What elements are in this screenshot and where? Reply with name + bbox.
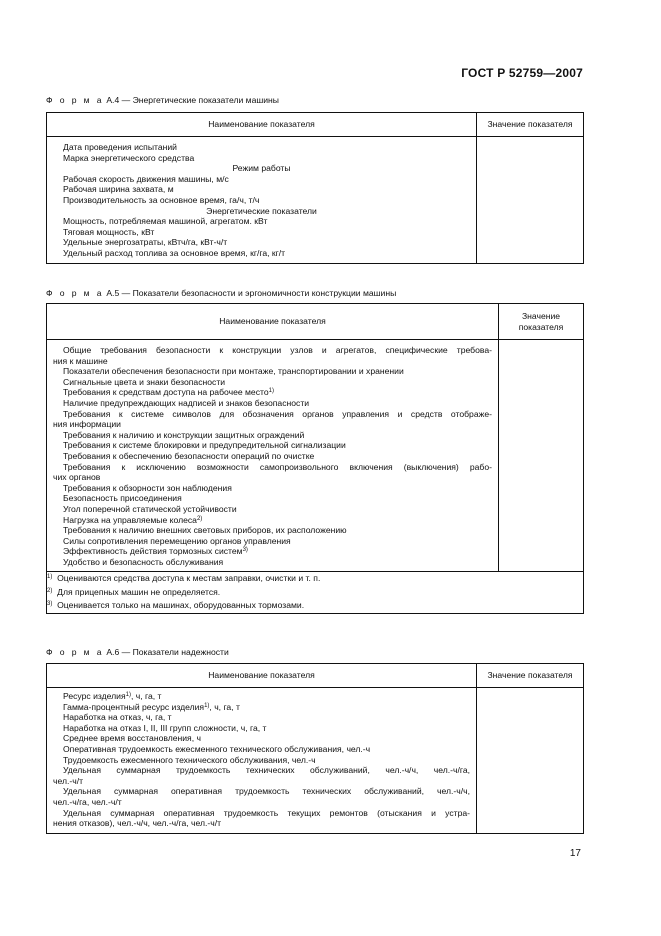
indicator-line: Требования к наличию внешних световых приборов, их расположению xyxy=(63,525,347,536)
form-a4-caption: А.4 — Энергетические показатели машины xyxy=(106,95,279,105)
footnote-ref: 2) xyxy=(196,515,203,522)
indicator-line: Показатели обеспечения безопасности при монтаже, транспортировании и хранении xyxy=(63,366,404,377)
indicator-line: ния информации xyxy=(53,419,121,430)
indicator-line xyxy=(53,546,492,557)
indicator-line: Требования к системе символов для обозначения органов управления и средств отображе- xyxy=(63,408,492,419)
footnote-ref: 3) xyxy=(242,547,248,554)
footnote-text: Оцениваются средства доступа к местам заправки, очистки и т. п. xyxy=(57,573,321,584)
indicator-units: , ч, га, т xyxy=(209,701,240,712)
indicator-line xyxy=(53,515,492,526)
form-a5-label: Ф о р м а xyxy=(46,288,104,298)
form-a6-table xyxy=(46,663,584,834)
table-body-row xyxy=(47,137,584,264)
indicator-line: ния к машине xyxy=(53,355,108,366)
table-header-row xyxy=(47,304,584,340)
column-header-name: Наименование показателя xyxy=(47,304,499,340)
indicator-line: Безопасность присоединения xyxy=(63,493,182,504)
indicator-list xyxy=(47,137,477,264)
indicator-line: Требования к системе блокировки и предупредительной сигнализации xyxy=(63,440,346,451)
indicator-line: Удельный расход топлива за основное время, кг/га, кг/т xyxy=(63,247,286,258)
indicator-line: Наработка на отказ, ч, га, т xyxy=(63,712,172,723)
indicator-line: Удельные энергозатраты, кВтч/га, кВт-ч/т xyxy=(63,237,228,248)
form-a6-label: Ф о р м а xyxy=(46,647,104,657)
column-header-name: Наименование показателя xyxy=(47,664,477,688)
footnote-mark: 2) xyxy=(47,587,53,594)
indicator-line: Тяговая мощность, кВт xyxy=(63,226,155,237)
indicator-line: Мощность, потребляемая машиной, агрегатом. кВт xyxy=(63,216,268,227)
indicator-line: чих органов xyxy=(53,472,101,483)
table-body-row xyxy=(47,688,584,834)
footnote-mark: 1) xyxy=(47,574,53,581)
indicator-text: Ресурс изделия xyxy=(63,691,126,701)
indicator-units: , ч, га, т xyxy=(130,691,162,701)
indicator-text: Нагрузка на управляемые колеса xyxy=(63,514,197,525)
footnote-text: Для прицепных машин не определяется. xyxy=(57,586,221,597)
indicator-line: Оперативная трудоемкость ежесменного технического обслуживания, чел.-ч xyxy=(63,743,371,754)
footnote-ref: 1) xyxy=(204,702,210,709)
indicator-line: нения отказов), чел.-ч/ч, чел.-ч/га, чел.-ч/т xyxy=(53,818,222,829)
column-header-value-line1: Значение xyxy=(521,310,561,321)
indicator-line: Угол поперечной статической устойчивости xyxy=(63,503,237,514)
footnotes xyxy=(47,572,584,614)
indicator-text: Эффективность действия тормозных систем xyxy=(63,546,243,557)
table-header-row xyxy=(47,113,584,137)
indicator-line: Рабочая скорость движения машины, м/с xyxy=(63,173,229,184)
table-header-row xyxy=(47,664,584,688)
value-cell[interactable] xyxy=(499,340,584,572)
footnote-mark: 3) xyxy=(47,601,53,608)
table-body-row xyxy=(47,340,584,572)
indicator-line: Наработка на отказ I, II, III групп сложности, ч, га, т xyxy=(63,722,267,733)
form-a5-table xyxy=(46,303,584,614)
section-subheading: Энергетические показатели xyxy=(206,205,317,216)
indicator-line: Требования к исключению возможности самопроизвольного включения (выключения) рабо- xyxy=(63,461,492,472)
indicator-line: Силы сопротивления перемещению органов управления xyxy=(63,535,291,546)
footnotes-row xyxy=(47,572,584,614)
indicator-line: Трудоемкость ежесменного технического обслуживания, чел.-ч xyxy=(63,754,316,765)
indicator-line: Среднее время восстановления, ч xyxy=(63,733,201,744)
form-a5-caption: А.5 — Показатели безопасности и эргономичности конструкции машины xyxy=(106,288,397,298)
form-a4-label: Ф о р м а xyxy=(46,95,104,105)
indicator-line: чел.-ч/га, чел.-ч/т xyxy=(53,796,122,807)
indicator-line: Производительность за основное время, га/ч, т/ч xyxy=(63,194,260,205)
indicator-line: Удельная суммарная оперативная трудоемкость технических обслуживаний, чел.-ч/ч, xyxy=(63,786,470,797)
form-a6-title xyxy=(46,647,229,657)
form-a5-title xyxy=(46,288,396,298)
indicator-line: чел.-ч/т xyxy=(53,775,84,786)
indicator-line xyxy=(53,691,470,702)
footnote-ref: 1) xyxy=(125,692,131,698)
form-a4-table xyxy=(46,112,584,264)
indicator-line: Удельная суммарная трудоемкость технических обслуживаний, чел.-ч/ч, чел.-ч/га, xyxy=(63,765,470,776)
column-header-value-line2: показателя xyxy=(518,321,564,332)
value-cell[interactable] xyxy=(477,688,584,834)
document-code: ГОСТ Р 52759—2007 xyxy=(461,66,583,80)
value-cell[interactable] xyxy=(477,137,584,264)
footnote xyxy=(47,572,583,586)
column-header-value xyxy=(499,304,584,340)
indicator-list xyxy=(47,340,499,572)
page-number: 17 xyxy=(569,848,581,859)
column-header-value: Значение показателя xyxy=(477,113,584,137)
indicator-text: Требования к средствам доступа на рабочее место xyxy=(63,387,269,398)
column-header-value: Значение показателя xyxy=(477,664,584,688)
footnote-ref: 1) xyxy=(268,388,274,395)
indicator-text: Гамма-процентный ресурс изделия xyxy=(63,701,205,712)
footnote xyxy=(47,586,583,600)
column-header-name: Наименование показателя xyxy=(47,113,477,137)
indicator-line xyxy=(53,702,470,713)
form-a4-title xyxy=(46,95,279,105)
section-subheading: Режим работы xyxy=(232,163,291,174)
indicator-line: Удобство и безопасность обслуживания xyxy=(63,556,224,567)
indicator-line: Марка энергетического средства xyxy=(63,152,195,163)
footnote-text: Оценивается только на машинах, оборудованных тормозами. xyxy=(57,600,305,611)
indicator-line: Требования к обзорности зон наблюдения xyxy=(63,482,232,493)
indicator-line xyxy=(53,387,492,398)
form-a6-caption: А.6 — Показатели надежности xyxy=(106,647,229,657)
indicator-line: Дата проведения испытаний xyxy=(63,142,177,152)
indicator-line: Общие требования безопасности к конструкции узлов и агрегатов, специфические требова- xyxy=(63,345,492,355)
footnote xyxy=(47,599,583,613)
indicator-line: Удельная суммарная оперативная трудоемкость текущих ремонтов (отыскания и устра- xyxy=(63,807,470,818)
indicator-line: Рабочая ширина захвата, м xyxy=(63,184,174,195)
indicator-line: Сигнальные цвета и знаки безопасности xyxy=(63,376,226,387)
indicator-line: Требования к обеспечению безопасности операций по очистке xyxy=(63,450,315,461)
indicator-list xyxy=(47,688,477,834)
indicator-line: Требования к наличию и конструкции защитных ограждений xyxy=(63,429,305,440)
indicator-line: Наличие предупреждающих надписей и знаков безопасности xyxy=(63,397,310,408)
